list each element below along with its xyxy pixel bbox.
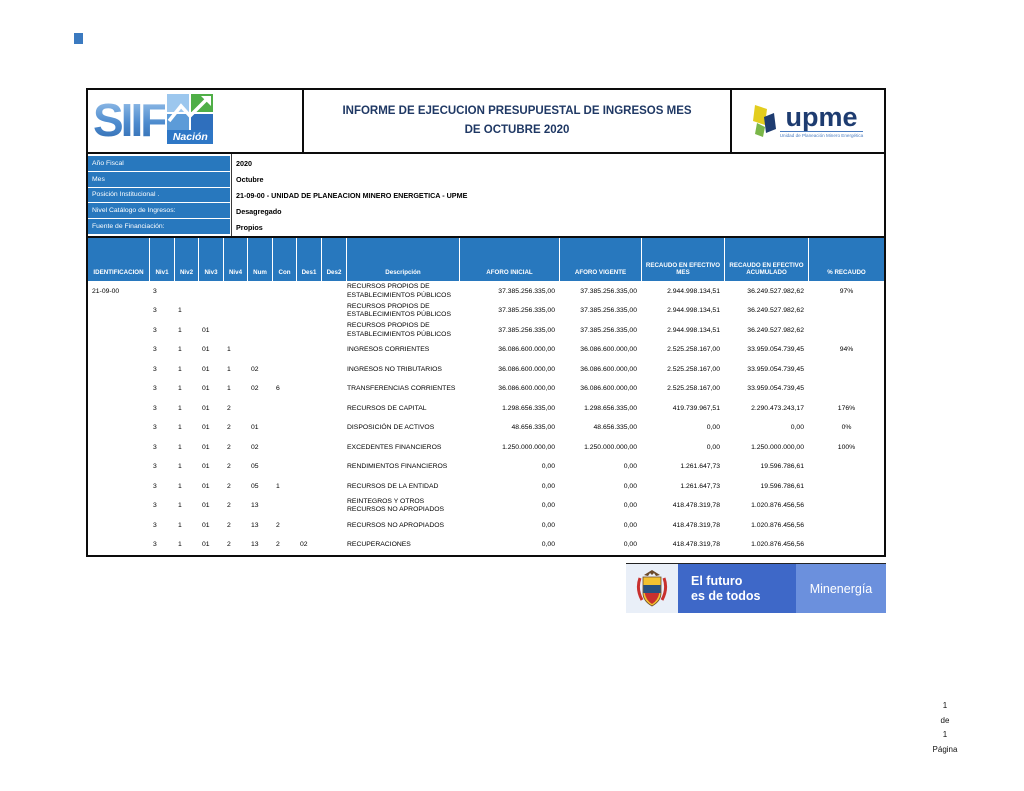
- cell-des1: 02: [300, 541, 308, 548]
- cell-niv1: 3: [153, 463, 157, 470]
- cell-niv4: 2: [227, 424, 231, 431]
- fields-list: [88, 156, 884, 235]
- cell-aforo-inicial: 37.385.256.335,00: [498, 326, 555, 334]
- cell-num: 02: [251, 443, 259, 451]
- cell-num: 05: [251, 482, 259, 490]
- cell-niv1: 3: [153, 424, 157, 431]
- cell-recaudo-mes: 418.478.319,78: [672, 521, 720, 529]
- cell-niv1: 3: [153, 365, 157, 373]
- page-label: Página: [932, 744, 958, 754]
- field-value: 21-09-00 - UNIDAD DE PLANEACION MINERO ENERGETICA - UPME: [236, 190, 468, 200]
- cell-des2: [322, 497, 347, 517]
- cell-identificacion: [88, 321, 150, 341]
- column-header-recaudo-mes: RECAUDO EN EFECTIVO MES: [642, 238, 725, 281]
- cell-recaudo-mes: 0,00: [706, 424, 720, 431]
- page-counter: [918, 699, 972, 757]
- cell-niv2: 1: [178, 326, 182, 334]
- cell-niv4: 2: [227, 443, 231, 451]
- gov-slogan-line1: El futuro: [691, 573, 743, 588]
- cell-aforo-inicial: 0,00: [541, 463, 555, 470]
- cell-niv3: 01: [202, 541, 210, 548]
- cell-aforo-vigente: 0,00: [623, 541, 637, 548]
- cell-niv4: 1: [227, 365, 231, 373]
- cell-con: [273, 458, 297, 478]
- cell-identificacion: 21-09-00: [92, 287, 120, 295]
- cell-niv4: [224, 282, 248, 302]
- cell-descripcion: TRANSFERENCIAS CORRIENTES: [347, 385, 456, 392]
- cell-recaudo-acumulado: 1.020.876.456,56: [751, 502, 804, 509]
- scan-artifact-mark: [74, 33, 83, 44]
- cell-des2: [322, 360, 347, 380]
- field-row: [88, 172, 884, 188]
- cell-pct-recaudo: [809, 477, 884, 497]
- table-row: [88, 399, 884, 419]
- cell-des2: [322, 341, 347, 361]
- cell-des1: [297, 477, 322, 497]
- cell-recaudo-mes: 2.525.258.167,00: [667, 385, 720, 392]
- cell-niv3: [199, 282, 224, 302]
- cell-niv2: 1: [178, 424, 182, 431]
- cell-niv3: 01: [202, 326, 210, 334]
- siif-wordmark: SIIF: [93, 94, 166, 146]
- cell-recaudo-acumulado: 36.249.527.982,62: [747, 287, 804, 295]
- field-value: 2020: [236, 159, 252, 169]
- cell-des2: [322, 282, 347, 302]
- column-header-des2: Des2: [322, 238, 347, 281]
- cell-aforo-vigente: 37.385.256.335,00: [580, 326, 637, 334]
- cell-niv2: 1: [178, 443, 182, 451]
- column-header-con: Con: [273, 238, 297, 281]
- document-page: [86, 88, 886, 557]
- cell-descripcion: DISPOSICIÓN DE ACTIVOS: [347, 424, 435, 431]
- cell-descripcion: RENDIMIENTOS FINANCIEROS: [347, 463, 448, 470]
- cell-con: 2: [276, 541, 280, 548]
- ingresos-table: [88, 236, 884, 555]
- cell-num: 02: [251, 365, 259, 373]
- field-row: [88, 188, 884, 204]
- cell-aforo-vigente: 0,00: [623, 463, 637, 470]
- page-separator: de: [940, 715, 950, 725]
- cell-aforo-vigente: 37.385.256.335,00: [580, 307, 637, 314]
- upme-tagline: Unidad de Planeación Minero Energética: [779, 133, 864, 138]
- table-row: [88, 536, 884, 556]
- cell-num: 13: [251, 521, 259, 529]
- cell-niv1: 3: [153, 346, 157, 353]
- cell-niv2: 1: [178, 521, 182, 529]
- cell-recaudo-acumulado: 1.250.000.000,00: [751, 443, 804, 451]
- cell-aforo-vigente: 48.656.335,00: [593, 424, 637, 431]
- cell-num: [248, 321, 273, 341]
- column-header-recaudo-acumulado: RECAUDO EN EFECTIVO ACUMULADO: [725, 238, 809, 281]
- cell-identificacion: [88, 380, 150, 400]
- cell-niv4: [224, 302, 248, 322]
- field-value: Propios: [236, 222, 263, 232]
- cell-des1: [297, 321, 322, 341]
- cell-niv2: 1: [178, 307, 182, 314]
- cell-niv2: 1: [178, 502, 182, 509]
- table-row: [88, 360, 884, 380]
- cell-niv1: 3: [153, 482, 157, 490]
- cell-niv4: 1: [227, 346, 231, 353]
- cell-niv4: [224, 321, 248, 341]
- cell-aforo-inicial: 0,00: [541, 482, 555, 490]
- cell-con: [273, 399, 297, 419]
- cell-descripcion: RECUPERACIONES: [347, 541, 411, 548]
- cell-recaudo-acumulado: 19.596.786,61: [760, 463, 804, 470]
- cell-recaudo-acumulado: 36.249.527.982,62: [747, 307, 804, 314]
- field-row: [88, 156, 884, 172]
- cell-identificacion: [88, 458, 150, 478]
- cell-recaudo-mes: 1.261.647,73: [680, 463, 720, 470]
- cell-aforo-inicial: 36.086.600.000,00: [498, 346, 555, 353]
- cell-num: [248, 282, 273, 302]
- cell-pct-recaudo: [809, 380, 884, 400]
- cell-num: 13: [251, 541, 259, 548]
- cell-recaudo-acumulado: 1.020.876.456,56: [751, 541, 804, 548]
- cell-des1: [297, 360, 322, 380]
- cell-aforo-vigente: 1.250.000.000,00: [584, 443, 637, 451]
- table-row: [88, 516, 884, 536]
- cell-niv2: 1: [178, 365, 182, 373]
- cell-descripcion: RECURSOS DE LA ENTIDAD: [347, 482, 439, 490]
- cell-aforo-inicial: 0,00: [541, 502, 555, 509]
- cell-descripcion: EXCEDENTES FINANCIEROS: [347, 443, 442, 451]
- cell-identificacion: [88, 341, 150, 361]
- gov-slogan: [678, 564, 796, 613]
- cell-aforo-inicial: 0,00: [541, 521, 555, 529]
- cell-descripcion: INGRESOS CORRIENTES: [347, 346, 430, 353]
- cell-niv3: 01: [202, 502, 210, 509]
- cell-con: 2: [276, 521, 280, 529]
- fields-section: [88, 154, 884, 236]
- cell-con: [273, 360, 297, 380]
- column-header-niv1: Niv1: [150, 238, 175, 281]
- cell-des1: [297, 399, 322, 419]
- cell-niv3: 01: [202, 463, 210, 470]
- cell-des2: [322, 516, 347, 536]
- column-header-num: Num: [248, 238, 273, 281]
- field-label: Nivel Catálogo de Ingresos:: [88, 203, 230, 219]
- table-row: [88, 380, 884, 400]
- column-header-aforo-inicial: AFORO INICIAL: [460, 238, 560, 281]
- cell-con: [273, 341, 297, 361]
- column-header-des1: Des1: [297, 238, 322, 281]
- cell-niv2: 1: [178, 541, 182, 548]
- cell-identificacion: [88, 302, 150, 322]
- cell-des2: [322, 458, 347, 478]
- cell-des2: [322, 419, 347, 439]
- minenergia-wordmark: Minenergía: [796, 564, 886, 613]
- report-title-line1: INFORME DE EJECUCION PRESUPUESTAL DE INGRESOS MES: [342, 105, 692, 117]
- cell-des2: [322, 321, 347, 341]
- report-title-line2: DE OCTUBRE 2020: [464, 124, 570, 136]
- cell-des1: [297, 516, 322, 536]
- cell-pct-recaudo: 176%: [837, 404, 856, 412]
- cell-niv4: 2: [227, 404, 231, 412]
- cell-des2: [322, 399, 347, 419]
- cell-identificacion: [88, 477, 150, 497]
- upme-wordmark: upme: [785, 102, 858, 132]
- cell-niv1: 3: [153, 404, 157, 412]
- cell-recaudo-mes: 419.739.967,51: [672, 404, 720, 412]
- cell-aforo-inicial: 0,00: [541, 541, 555, 548]
- cell-num: 05: [251, 463, 259, 470]
- cell-aforo-vigente: 36.086.600.000,00: [580, 385, 637, 392]
- cell-pct-recaudo: [809, 360, 884, 380]
- table-row: [88, 302, 884, 322]
- report-header: [88, 90, 884, 154]
- cell-descripcion: RECURSOS PROPIOS DE ESTABLECIMIENTOS PÚBLICOS: [347, 322, 451, 338]
- report-title: [302, 90, 732, 152]
- siif-nacion-badge: Nación: [167, 130, 213, 144]
- cell-con: [273, 282, 297, 302]
- cell-niv1: 3: [153, 521, 157, 529]
- cell-des1: [297, 341, 322, 361]
- cell-niv2: 1: [178, 482, 182, 490]
- cell-niv1: 3: [153, 307, 157, 314]
- cell-num: [248, 302, 273, 322]
- cell-identificacion: [88, 438, 150, 458]
- cell-recaudo-mes: 418.478.319,78: [672, 502, 720, 509]
- page-total: 1: [942, 730, 948, 739]
- column-header-niv2: Niv2: [175, 238, 199, 281]
- cell-des1: [297, 302, 322, 322]
- cell-con: 1: [276, 482, 280, 490]
- cell-des1: [297, 419, 322, 439]
- cell-con: [273, 438, 297, 458]
- cell-identificacion: [88, 497, 150, 517]
- cell-des1: [297, 438, 322, 458]
- cell-num: 02: [251, 385, 259, 392]
- cell-niv4: 2: [227, 541, 231, 548]
- cell-niv3: 01: [202, 404, 210, 412]
- cell-num: 01: [251, 424, 259, 431]
- table-row: [88, 458, 884, 478]
- cell-aforo-vigente: 1.298.656.335,00: [584, 404, 637, 412]
- cell-niv2: [175, 282, 199, 302]
- cell-pct-recaudo: 100%: [837, 443, 856, 451]
- table-row: [88, 282, 884, 302]
- cell-descripcion: INGRESOS NO TRIBUTARIOS: [347, 365, 442, 373]
- cell-descripcion: RECURSOS DE CAPITAL: [347, 404, 427, 412]
- cell-niv1: 3: [153, 326, 157, 334]
- cell-niv3: 01: [202, 365, 210, 373]
- table-row: [88, 438, 884, 458]
- cell-niv4: 2: [227, 502, 231, 509]
- cell-descripcion: RECURSOS PROPIOS DE ESTABLECIMIENTOS PÚBLICOS: [347, 283, 451, 299]
- field-label: Fuente de Financiación:: [88, 219, 230, 235]
- cell-niv1: 3: [153, 541, 157, 548]
- cell-pct-recaudo: [809, 302, 884, 322]
- table-body: [88, 281, 884, 555]
- cell-des1: [297, 282, 322, 302]
- cell-niv2: 1: [178, 385, 182, 392]
- cell-con: [273, 497, 297, 517]
- cell-recaudo-mes: 2.525.258.167,00: [667, 346, 720, 353]
- cell-aforo-vigente: 0,00: [623, 521, 637, 529]
- cell-aforo-vigente: 0,00: [623, 502, 637, 509]
- cell-aforo-vigente: 36.086.600.000,00: [580, 365, 637, 373]
- table-row: [88, 419, 884, 439]
- cell-pct-recaudo: 97%: [839, 287, 854, 295]
- cell-des1: [297, 458, 322, 478]
- cell-con: [273, 419, 297, 439]
- cell-pct-recaudo: 94%: [839, 346, 854, 353]
- table-row: [88, 341, 884, 361]
- cell-identificacion: [88, 360, 150, 380]
- cell-identificacion: [88, 419, 150, 439]
- cell-niv4: 2: [227, 482, 231, 490]
- column-header-descripcion: Descripción: [347, 238, 460, 281]
- cell-recaudo-acumulado: 36.249.527.982,62: [747, 326, 804, 334]
- field-label: Mes: [88, 172, 230, 188]
- cell-niv2: 1: [178, 346, 182, 353]
- cell-descripcion: RECURSOS NO APROPIADOS: [347, 521, 445, 529]
- cell-niv1: 3: [153, 385, 157, 392]
- upme-ribbon-icon: [753, 104, 777, 138]
- cell-niv3: 01: [202, 424, 210, 431]
- upme-logo: [732, 90, 884, 152]
- page-current: 1: [942, 701, 948, 710]
- cell-niv3: 01: [202, 443, 210, 451]
- cell-des2: [322, 438, 347, 458]
- field-label: Año Fiscal: [88, 156, 230, 172]
- cell-des1: [297, 380, 322, 400]
- cell-recaudo-mes: 418.478.319,78: [672, 541, 720, 548]
- column-header-aforo-vigente: AFORO VIGENTE: [560, 238, 642, 281]
- gov-slogan-line2: es de todos: [691, 588, 761, 603]
- cell-recaudo-acumulado: 33.959.054.739,45: [747, 385, 804, 392]
- cell-pct-recaudo: [809, 516, 884, 536]
- cell-recaudo-acumulado: 33.959.054.739,45: [747, 365, 804, 373]
- cell-recaudo-mes: 1.261.647,73: [680, 482, 720, 490]
- table-row: [88, 321, 884, 341]
- minenergia-banner: [626, 563, 886, 613]
- cell-aforo-vigente: 36.086.600.000,00: [580, 346, 637, 353]
- column-header-pct-recaudo: % RECAUDO: [809, 238, 884, 281]
- cell-aforo-inicial: 1.298.656.335,00: [502, 404, 555, 412]
- siif-logo: [88, 90, 302, 152]
- cell-con: [273, 302, 297, 322]
- cell-recaudo-acumulado: 0,00: [790, 424, 804, 431]
- cell-des2: [322, 380, 347, 400]
- cell-niv2: 1: [178, 404, 182, 412]
- field-row: [88, 219, 884, 235]
- cell-niv3: 01: [202, 385, 210, 392]
- siif-chart-arrow-icon: [167, 94, 213, 132]
- column-header-identificacion: IDENTIFICACION: [88, 238, 150, 281]
- cell-recaudo-mes: 2.944.998.134,51: [667, 326, 720, 334]
- cell-des2: [322, 477, 347, 497]
- cell-recaudo-mes: 0,00: [706, 443, 720, 451]
- cell-num: [248, 341, 273, 361]
- table-header-row: [88, 238, 884, 281]
- cell-aforo-inicial: 36.086.600.000,00: [498, 385, 555, 392]
- cell-identificacion: [88, 516, 150, 536]
- cell-recaudo-acumulado: 33.959.054.739,45: [747, 346, 804, 353]
- cell-aforo-vigente: 37.385.256.335,00: [580, 287, 637, 295]
- field-value: Octubre: [236, 175, 264, 185]
- cell-identificacion: [88, 399, 150, 419]
- cell-descripcion: RECURSOS PROPIOS DE ESTABLECIMIENTOS PÚBLICOS: [347, 302, 451, 319]
- cell-recaudo-mes: 2.525.258.167,00: [667, 365, 720, 373]
- column-header-niv3: Niv3: [199, 238, 224, 281]
- cell-niv4: 2: [227, 463, 231, 470]
- cell-identificacion: [88, 536, 150, 556]
- cell-niv2: 1: [178, 463, 182, 470]
- cell-aforo-inicial: 37.385.256.335,00: [498, 307, 555, 314]
- cell-num: [248, 399, 273, 419]
- cell-recaudo-acumulado: 19.596.786,61: [760, 482, 804, 490]
- cell-recaudo-mes: 2.944.998.134,51: [667, 287, 720, 295]
- column-header-niv4: Niv4: [224, 238, 248, 281]
- cell-recaudo-acumulado: 2.290.473.243,17: [751, 404, 804, 412]
- cell-niv1: 3: [153, 443, 157, 451]
- cell-niv4: 2: [227, 521, 231, 529]
- cell-niv3: [199, 302, 224, 322]
- cell-aforo-inicial: 48.656.335,00: [511, 424, 555, 431]
- table-row: [88, 497, 884, 517]
- cell-niv3: 01: [202, 482, 210, 490]
- cell-des2: [322, 302, 347, 322]
- cell-recaudo-acumulado: 1.020.876.456,56: [751, 521, 804, 529]
- cell-con: [273, 321, 297, 341]
- cell-niv3: 01: [202, 521, 210, 529]
- cell-pct-recaudo: [809, 321, 884, 341]
- cell-niv1: 3: [153, 502, 157, 509]
- cell-num: 13: [251, 502, 259, 509]
- cell-pct-recaudo: [809, 536, 884, 556]
- cell-pct-recaudo: [809, 497, 884, 517]
- cell-recaudo-mes: 2.944.998.134,51: [667, 307, 720, 314]
- cell-niv1: 3: [153, 287, 157, 295]
- field-row: [88, 203, 884, 219]
- cell-aforo-vigente: 0,00: [623, 482, 637, 490]
- cell-aforo-inicial: 1.250.000.000,00: [502, 443, 555, 451]
- cell-pct-recaudo: [809, 458, 884, 478]
- cell-des1: [297, 497, 322, 517]
- field-value: Desagregado: [236, 206, 282, 216]
- cell-con: 6: [276, 385, 280, 392]
- field-label: Posición Institucional .: [88, 188, 230, 204]
- cell-niv3: 01: [202, 346, 210, 353]
- cell-aforo-inicial: 36.086.600.000,00: [498, 365, 555, 373]
- cell-niv4: 1: [227, 385, 231, 392]
- cell-pct-recaudo: 0%: [841, 424, 852, 431]
- colombia-coat-of-arms-icon: [626, 564, 678, 613]
- cell-descripcion: REINTEGROS Y OTROS RECURSOS NO APROPIADOS: [347, 497, 445, 514]
- table-row: [88, 477, 884, 497]
- cell-des2: [322, 536, 347, 556]
- cell-aforo-inicial: 37.385.256.335,00: [498, 287, 555, 295]
